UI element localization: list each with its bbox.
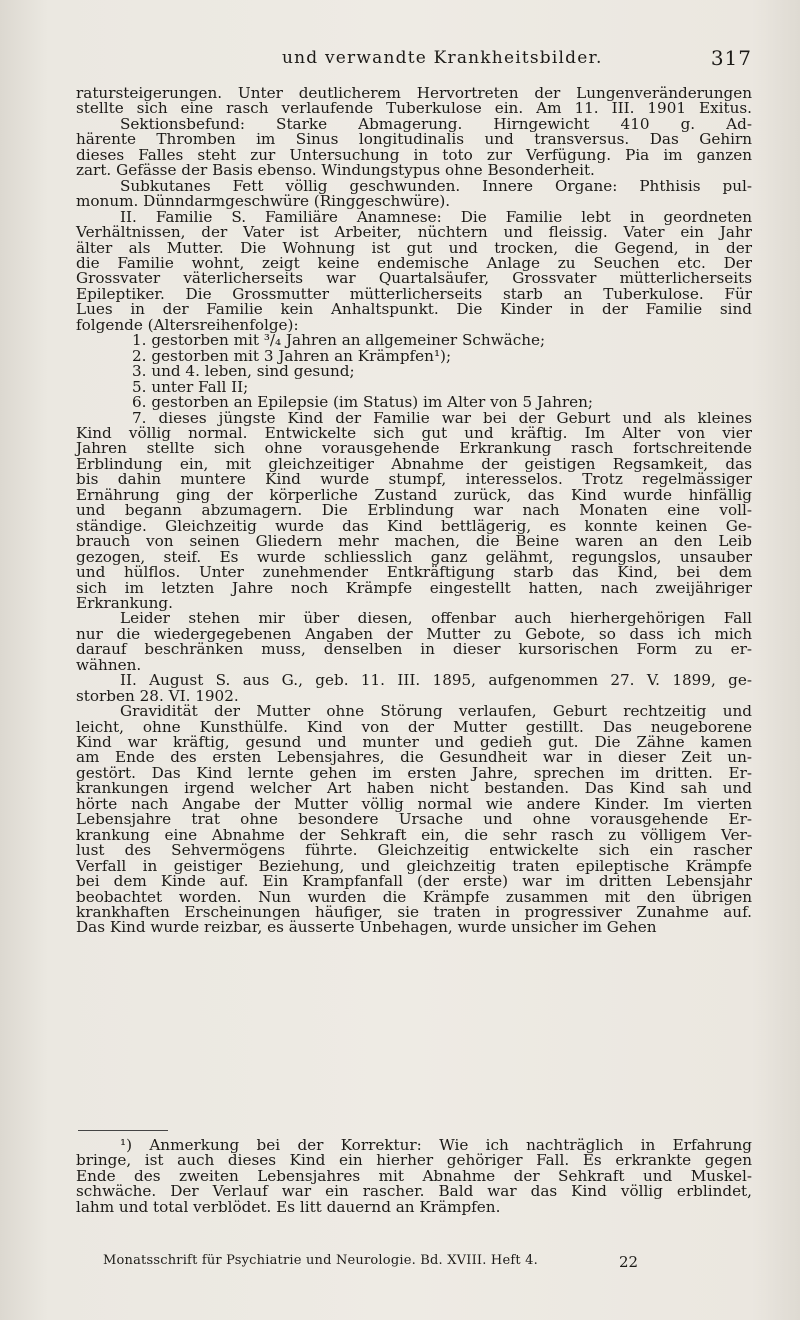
text-line: ratursteigerungen. Unter deutlicherem Hervortreten der Lungenveränderungen xyxy=(76,84,752,102)
text-line: Verhältnissen, der Vater ist Arbeiter, nüchtern und fleissig. Vater ein Jahr xyxy=(76,223,752,242)
text-line: am Ende des ersten Lebensjahres, die Gesundheit war in dieser Zeit un- xyxy=(76,748,752,767)
text-line: die Familie wohnt, zeigt keine endemische Anlage zu Seuchen etc. Der xyxy=(76,253,752,272)
text-line: Lues in der Familie kein Anhaltspunkt. Die Kinder in der Familie sind xyxy=(76,300,752,319)
text-line: bei dem Kinde auf. Ein Krampfanfall (der erste) war im dritten Lebensjahr xyxy=(76,872,752,891)
text-line: lust des Sehvermögens führte. Gleichzeitig entwickelte sich ein rascher xyxy=(76,841,752,860)
footnote-line: Ende des zweiten Lebensjahres mit Abnahme der Sehkraft und Muskel- xyxy=(76,1166,752,1185)
footnote-line: bringe, ist auch dieses Kind ein hierher gehöriger Fall. Es erkrankte gegen xyxy=(76,1151,752,1170)
text-line: Erblindung ein, mit gleichzeitiger Abnahme der geistigen Regsamkeit, das xyxy=(76,454,752,473)
text-line: Sektionsbefund: Starke Abmagerung. Hirngewicht 410 g. Ad- xyxy=(120,114,752,133)
journal-line: Monatsschrift für Psychiatrie und Neurologie. Bd. XVIII. Heft 4. xyxy=(103,1253,538,1268)
text-line: krankung eine Abnahme der Sehkraft ein, die sehr rasch zu völligem Ver- xyxy=(76,825,752,844)
text-line: Ernährung ging der körperliche Zustand zurück, das Kind wurde hinfällig xyxy=(76,485,752,504)
text-line: folgende (Altersreihenfolge): xyxy=(76,315,299,334)
text-line: sich im letzten Jahre noch Krämpfe eingestellt hatten, nach zweijähriger xyxy=(76,578,752,597)
footnote-line: schwäche. Der Verlauf war ein rascher. Bald war das Kind völlig erblindet, xyxy=(76,1182,752,1201)
text-line: 3. und 4. leben, sind gesund; xyxy=(132,362,355,381)
text-line: zart. Gefässe der Basis ebenso. Windungstypus ohne Besonderheit. xyxy=(76,161,595,180)
text-line: Subkutanes Fett völlig geschwunden. Innere Organe: Phthisis pul- xyxy=(120,176,752,195)
text-line: und begann abzumagern. Die Erblindung war nach Monaten eine voll- xyxy=(76,501,752,520)
footnote-line: lahm und total verblödet. Es litt dauernd an Krämpfen. xyxy=(76,1197,501,1216)
text-line: beobachtet worden. Nun wurden die Krämpfe zusammen mit den übrigen xyxy=(76,887,752,906)
text-line: Epileptiker. Die Grossmutter mütterlicherseits starb an Tuberkulose. Für xyxy=(76,284,752,303)
body-text xyxy=(76,86,752,936)
text-line: 2. gestorben mit 3 Jahren an Krämpfen¹); xyxy=(132,346,452,365)
text-line: Kind völlig normal. Entwickelte sich gut und kräftig. Im Alter von vier xyxy=(76,423,752,442)
text-line: hörte nach Angabe der Mutter völlig normal wie andere Kinder. Im vierten xyxy=(76,794,752,813)
text-line: Kind war kräftig, gesund und munter und gedieh gut. Die Zähne kamen xyxy=(76,733,752,752)
text-line: ständige. Gleichzeitig wurde das Kind bettlägerig, es konnte keinen Ge- xyxy=(76,516,752,535)
footnotes xyxy=(76,1138,752,1215)
signature-mark: 22 xyxy=(619,1253,639,1271)
text-line: Verfall in geistiger Beziehung, und gleichzeitig traten epileptische Krämpfe xyxy=(76,856,752,875)
text-line: 7. dieses jüngste Kind der Familie war bei der Geburt und als kleines xyxy=(132,408,752,427)
text-line: dieses Falles steht zur Untersuchung in toto zur Verfügung. Pia im ganzen xyxy=(76,145,752,164)
text-line: krankhaften Erscheinungen häufiger, sie traten in progressiver Zunahme auf. xyxy=(76,903,752,922)
text-line: nur die wiedergegebenen Angaben der Mutter zu Gebote, so dass ich mich xyxy=(76,624,752,643)
text-line: monum. Dünndarmgeschwüre (Ringgeschwüre). xyxy=(76,192,451,211)
text-line: gezogen, steif. Es wurde schliesslich ganz gelähmt, regungslos, unsauber xyxy=(76,547,752,566)
text-line: krankungen irgend welcher Art haben nicht bestanden. Das Kind sah und xyxy=(76,779,752,798)
text-line: Erkrankung. xyxy=(76,593,173,612)
text-line: wähnen. xyxy=(76,655,142,674)
text-line: gestört. Das Kind lernte gehen im ersten Jahre, sprechen im dritten. Er- xyxy=(76,763,752,782)
text-line: 1. gestorben mit ³/₄ Jahren an allgemeiner Schwäche; xyxy=(132,331,546,350)
page-number: 317 xyxy=(710,46,752,70)
text-line: darauf beschränken muss, denselben in dieser kursorischen Form zu er- xyxy=(76,640,752,659)
text-line: leicht, ohne Kunsthülfe. Kind von der Mutter gestillt. Das neugeborene xyxy=(76,717,752,736)
page-header xyxy=(282,48,752,74)
text-line: Gravidität der Mutter ohne Störung verlaufen, Geburt rechtzeitig und xyxy=(120,702,752,721)
text-line: und hülflos. Unter zunehmender Entkräftigung starb das Kind, bei dem xyxy=(76,563,752,582)
text-line: Das Kind wurde reizbar, es äusserte Unbehagen, wurde unsicher im Gehen xyxy=(76,918,657,937)
text-line: bis dahin muntere Kind wurde stumpf, interesselos. Trotz regelmässiger xyxy=(76,470,752,489)
text-line: härente Thromben im Sinus longitudinalis und transversus. Das Gehirn xyxy=(76,130,752,149)
text-line: Lebensjahre trat ohne besondere Ursache und ohne vorausgehende Er- xyxy=(76,810,752,829)
text-line: storben 28. VI. 1902. xyxy=(76,686,239,705)
running-head: und verwandte Krankheitsbilder. xyxy=(282,48,603,68)
text-line: Leider stehen mir über diesen, offenbar auch hierhergehörigen Fall xyxy=(120,609,752,628)
text-line: 5. unter Fall II; xyxy=(132,377,249,396)
footnote-line: ¹) Anmerkung bei der Korrektur: Wie ich nachträglich in Erfahrung xyxy=(120,1136,752,1154)
text-line: älter als Mutter. Die Wohnung ist gut und trocken, die Gegend, in der xyxy=(76,238,752,257)
text-line: stellte sich eine rasch verlaufende Tuberkulose ein. Am 11. III. 1901 Exitus. xyxy=(76,99,752,118)
text-line: brauch von seinen Gliedern mehr machen, die Beine waren an den Leib xyxy=(76,532,752,551)
footnote-rule xyxy=(78,1130,168,1131)
text-line: II. August S. aus G., geb. 11. III. 1895, aufgenommen 27. V. 1899, ge- xyxy=(120,671,752,690)
text-line: Jahren stellte sich ohne vorausgehende Erkrankung rasch fortschreitende xyxy=(76,439,752,458)
text-line: 6. gestorben an Epilepsie (im Status) im Alter von 5 Jahren; xyxy=(132,393,594,412)
text-line: Grossvater väterlicherseits war Quartalsäufer, Grossvater mütterlicherseits xyxy=(76,269,752,288)
text-line: II. Familie S. Familiäre Anamnese: Die Familie lebt in geordneten xyxy=(120,207,752,226)
